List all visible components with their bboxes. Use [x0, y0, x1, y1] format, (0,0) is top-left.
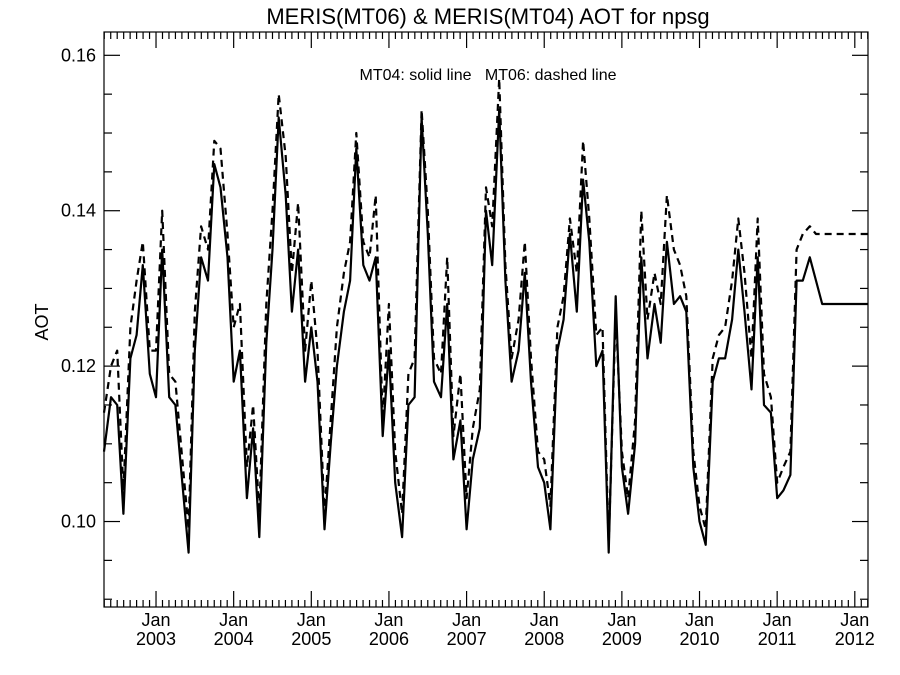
- x-tick-label-year: 2010: [679, 629, 720, 649]
- y-tick-label: 0.16: [60, 45, 96, 66]
- y-tick-label: 0.14: [60, 200, 96, 221]
- x-tick-label-year: 2011: [757, 629, 797, 649]
- series-line-mt06: [104, 79, 868, 545]
- x-tick-label-month: Jan: [452, 610, 482, 630]
- x-tick-label-year: 2007: [446, 629, 487, 649]
- x-tick-label-month: Jan: [296, 610, 326, 630]
- x-tick-label-month: Jan: [141, 610, 171, 630]
- x-tick-label-month: Jan: [607, 610, 637, 630]
- x-tick-label-year: 2012: [834, 629, 875, 649]
- x-tick-label-month: Jan: [840, 610, 870, 630]
- y-axis: [61, 45, 868, 599]
- x-tick-label-year: 2009: [601, 629, 642, 649]
- x-tick-label-month: Jan: [219, 610, 249, 630]
- y-axis-label: AOT: [32, 303, 52, 341]
- x-tick-label-year: 2003: [135, 629, 177, 649]
- x-tick-label-month: Jan: [529, 610, 559, 630]
- plot-frame: [104, 32, 868, 607]
- y-tick-label: 0.12: [60, 356, 96, 377]
- x-tick-label-month: Jan: [762, 610, 792, 630]
- x-tick-label-month: Jan: [685, 610, 715, 630]
- series-layer: [104, 79, 868, 553]
- x-tick-label-year: 2008: [524, 629, 565, 649]
- series-legend-note: MT04: solid line MT06: dashed line: [359, 67, 617, 84]
- x-tick-label-year: 2006: [368, 629, 409, 649]
- x-tick-label-month: Jan: [374, 610, 404, 630]
- x-tick-label-year: 2005: [291, 629, 332, 649]
- x-axis: [104, 32, 875, 649]
- chart-title: MERIS(MT06) & MERIS(MT04) AOT for npsg: [266, 4, 710, 29]
- x-tick-label-year: 2004: [213, 629, 254, 649]
- y-tick-label: 0.10: [60, 511, 96, 532]
